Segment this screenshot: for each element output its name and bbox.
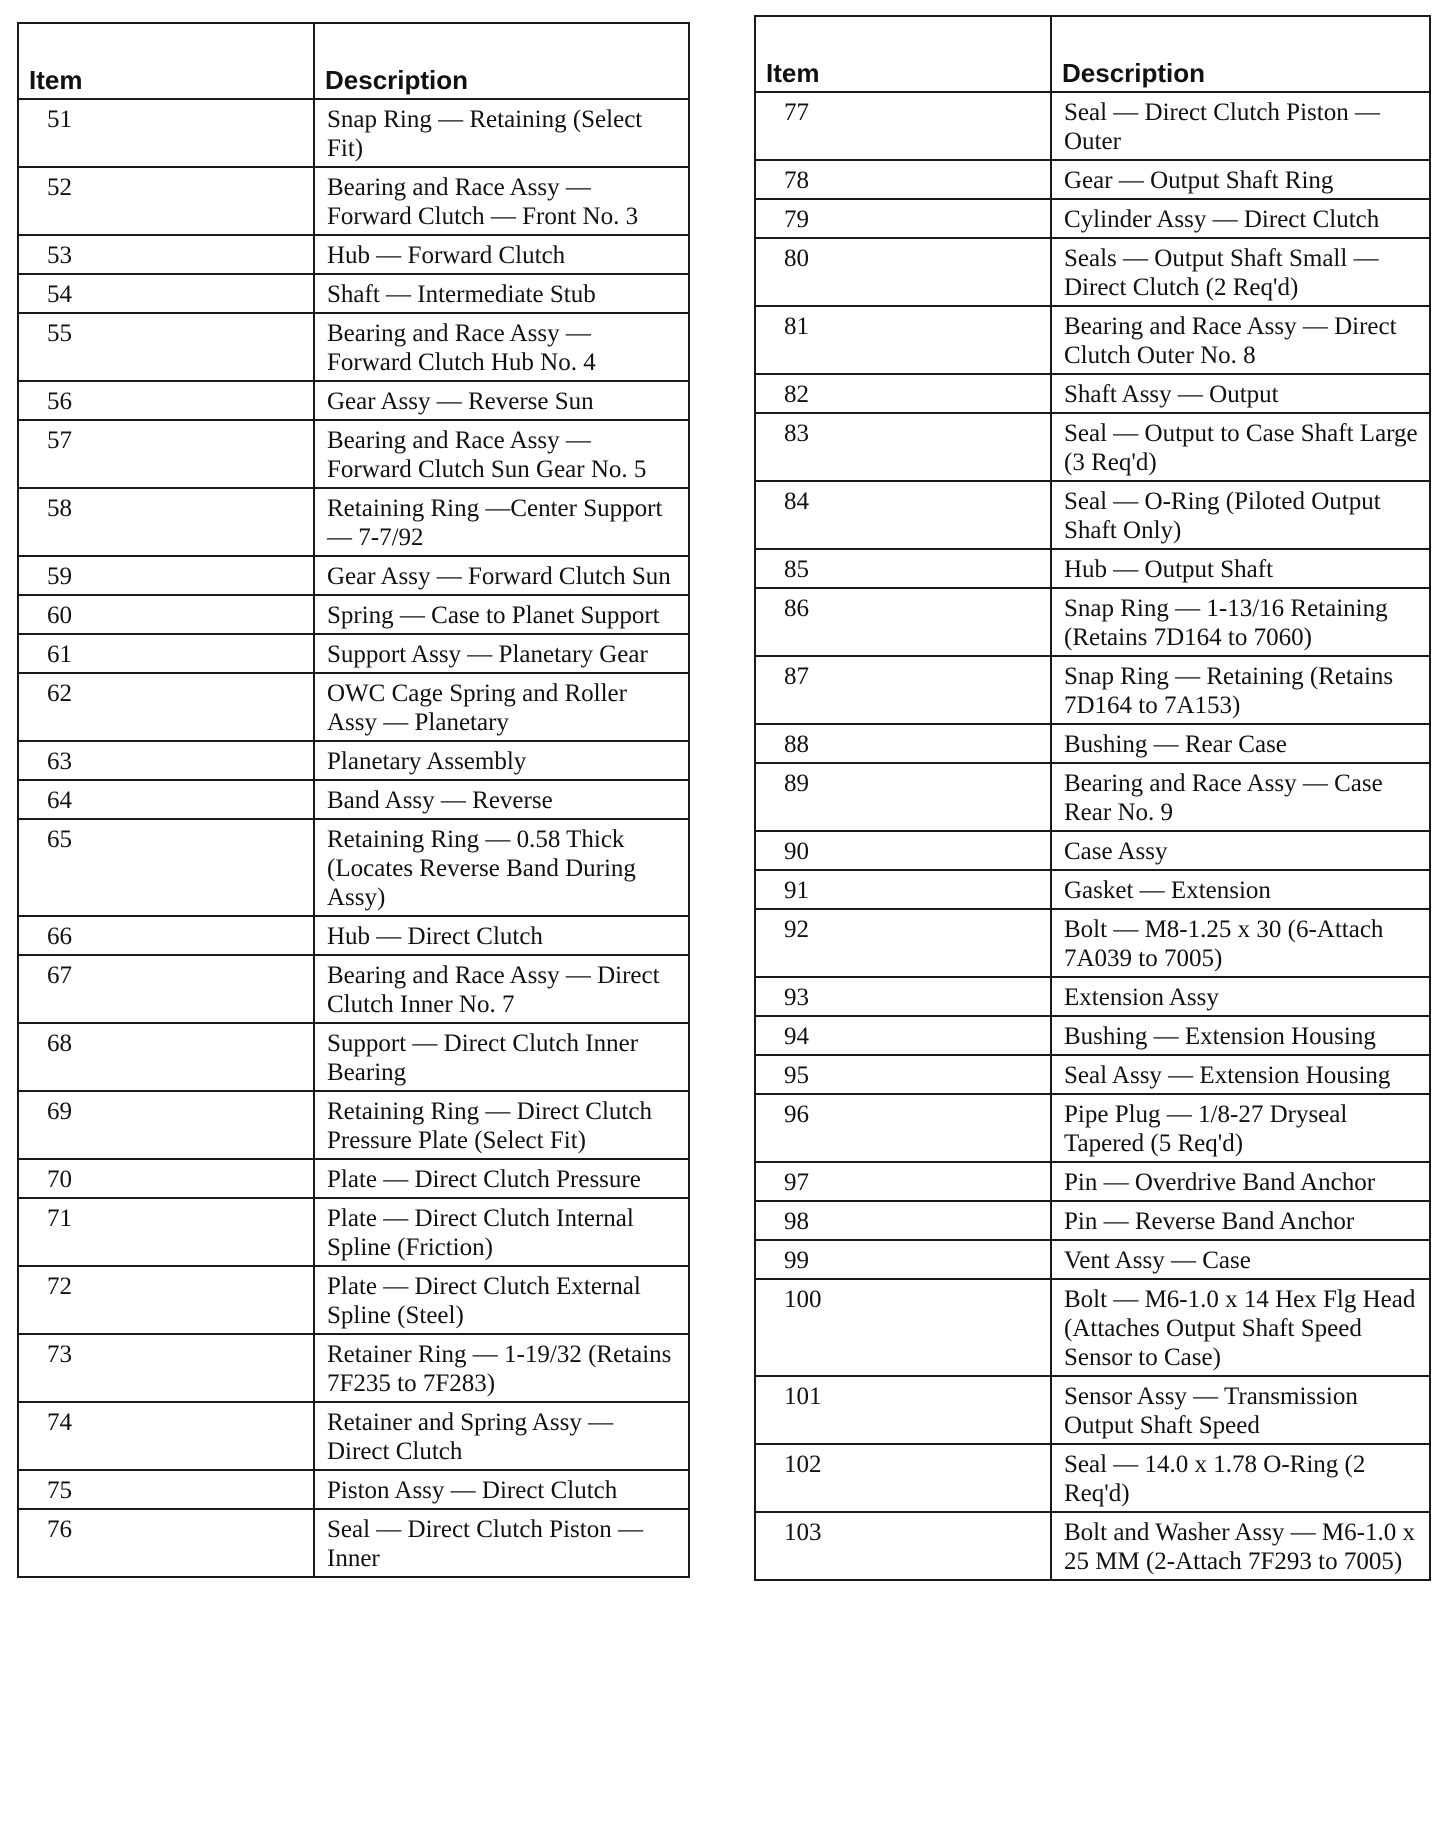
item-column-header: Item: [18, 23, 314, 99]
table-row: [18, 1470, 689, 1509]
table-row: [18, 1509, 689, 1577]
item-description: OWC Cage Spring and Roller Assy — Planetary: [314, 673, 689, 741]
item-description: Seals — Output Shaft Small — Direct Clutch (2 Req'd): [1051, 238, 1430, 306]
item-number: 87: [755, 656, 1051, 724]
item-number: 99: [755, 1240, 1051, 1279]
item-description: Bolt — M8-1.25 x 30 (6-Attach 7A039 to 7005): [1051, 909, 1430, 977]
table-row: [755, 160, 1430, 199]
item-description: Bolt — M6-1.0 x 14 Hex Flg Head (Attaches Output Shaft Speed Sensor to Case): [1051, 1279, 1430, 1376]
table-row: [18, 274, 689, 313]
table-row: [755, 831, 1430, 870]
table-row: [755, 1512, 1430, 1580]
table-row: [755, 588, 1430, 656]
item-description: Extension Assy: [1051, 977, 1430, 1016]
item-description: Seal — Output to Case Shaft Large (3 Req'd): [1051, 413, 1430, 481]
table-row: [755, 1094, 1430, 1162]
table-row: [755, 656, 1430, 724]
table-row: [18, 595, 689, 634]
table-row: [18, 741, 689, 780]
item-number: 81: [755, 306, 1051, 374]
item-description: Bearing and Race Assy — Direct Clutch Inner No. 7: [314, 955, 689, 1023]
item-number: 82: [755, 374, 1051, 413]
item-description: Plate — Direct Clutch Internal Spline (Friction): [314, 1198, 689, 1266]
table-row: [755, 92, 1430, 160]
item-description: Seal — Direct Clutch Piston — Outer: [1051, 92, 1430, 160]
item-description: Snap Ring — 1-13/16 Retaining (Retains 7D164 to 7060): [1051, 588, 1430, 656]
item-description: Pin — Overdrive Band Anchor: [1051, 1162, 1430, 1201]
item-description: Gear — Output Shaft Ring: [1051, 160, 1430, 199]
table-row: [755, 1162, 1430, 1201]
item-number: 55: [18, 313, 314, 381]
table-row: [18, 673, 689, 741]
item-description: Hub — Direct Clutch: [314, 916, 689, 955]
item-description: Gear Assy — Forward Clutch Sun: [314, 556, 689, 595]
table-row: [755, 909, 1430, 977]
item-number: 60: [18, 595, 314, 634]
item-number: 74: [18, 1402, 314, 1470]
table-row: [18, 955, 689, 1023]
item-description: Hub — Forward Clutch: [314, 235, 689, 274]
item-number: 62: [18, 673, 314, 741]
item-number: 97: [755, 1162, 1051, 1201]
item-number: 96: [755, 1094, 1051, 1162]
table-row: [755, 1016, 1430, 1055]
item-description: Spring — Case to Planet Support: [314, 595, 689, 634]
item-description: Support — Direct Clutch Inner Bearing: [314, 1023, 689, 1091]
item-number: 101: [755, 1376, 1051, 1444]
item-number: 83: [755, 413, 1051, 481]
item-number: 88: [755, 724, 1051, 763]
item-description: Plate — Direct Clutch External Spline (Steel): [314, 1266, 689, 1334]
parts-table-left: [17, 22, 690, 1578]
header-row: [18, 23, 689, 99]
item-number: 71: [18, 1198, 314, 1266]
description-column-header: Description: [314, 23, 689, 99]
item-number: 80: [755, 238, 1051, 306]
item-description: Sensor Assy — Transmission Output Shaft Speed: [1051, 1376, 1430, 1444]
table-row: [755, 1376, 1430, 1444]
item-description: Piston Assy — Direct Clutch: [314, 1470, 689, 1509]
item-description: Seal — Direct Clutch Piston — Inner: [314, 1509, 689, 1577]
table-row: [18, 1266, 689, 1334]
item-description: Pipe Plug — 1/8-27 Dryseal Tapered (5 Req'd): [1051, 1094, 1430, 1162]
item-description: Bushing — Extension Housing: [1051, 1016, 1430, 1055]
item-number: 90: [755, 831, 1051, 870]
item-number: 86: [755, 588, 1051, 656]
item-description: Support Assy — Planetary Gear: [314, 634, 689, 673]
item-column-header: Item: [755, 16, 1051, 92]
item-description: Retaining Ring — 0.58 Thick (Locates Reverse Band During Assy): [314, 819, 689, 916]
item-number: 61: [18, 634, 314, 673]
item-number: 78: [755, 160, 1051, 199]
item-description: Plate — Direct Clutch Pressure: [314, 1159, 689, 1198]
table-row: [18, 99, 689, 167]
item-description: Seal — O-Ring (Piloted Output Shaft Only): [1051, 481, 1430, 549]
table-row: [755, 1444, 1430, 1512]
table-row: [755, 1055, 1430, 1094]
item-description: Bearing and Race Assy — Forward Clutch Hub No. 4: [314, 313, 689, 381]
item-number: 66: [18, 916, 314, 955]
table-row: [755, 549, 1430, 588]
table-row: [755, 763, 1430, 831]
item-description: Gasket — Extension: [1051, 870, 1430, 909]
item-number: 84: [755, 481, 1051, 549]
item-number: 63: [18, 741, 314, 780]
item-number: 92: [755, 909, 1051, 977]
table-row: [18, 1159, 689, 1198]
table-row: [18, 1334, 689, 1402]
item-number: 58: [18, 488, 314, 556]
item-number: 59: [18, 556, 314, 595]
table-row: [755, 1240, 1430, 1279]
item-number: 67: [18, 955, 314, 1023]
table-row: [18, 1402, 689, 1470]
table-row: [18, 313, 689, 381]
item-description: Vent Assy — Case: [1051, 1240, 1430, 1279]
item-description: Shaft Assy — Output: [1051, 374, 1430, 413]
item-description: Case Assy: [1051, 831, 1430, 870]
item-description: Gear Assy — Reverse Sun: [314, 381, 689, 420]
table-row: [755, 1279, 1430, 1376]
table-row: [755, 374, 1430, 413]
item-description: Retainer and Spring Assy — Direct Clutch: [314, 1402, 689, 1470]
item-description: Band Assy — Reverse: [314, 780, 689, 819]
item-number: 89: [755, 763, 1051, 831]
item-description: Retainer Ring — 1-19/32 (Retains 7F235 to 7F283): [314, 1334, 689, 1402]
item-description: Bushing — Rear Case: [1051, 724, 1430, 763]
item-number: 100: [755, 1279, 1051, 1376]
item-number: 75: [18, 1470, 314, 1509]
item-number: 95: [755, 1055, 1051, 1094]
table-row: [755, 870, 1430, 909]
table-row: [18, 916, 689, 955]
item-description: Bearing and Race Assy — Case Rear No. 9: [1051, 763, 1430, 831]
table-row: [18, 488, 689, 556]
table-row: [755, 306, 1430, 374]
table-row: [18, 167, 689, 235]
item-number: 85: [755, 549, 1051, 588]
item-number: 91: [755, 870, 1051, 909]
item-number: 79: [755, 199, 1051, 238]
item-description: Bolt and Washer Assy — M6-1.0 x 25 MM (2-Attach 7F293 to 7005): [1051, 1512, 1430, 1580]
item-description: Seal Assy — Extension Housing: [1051, 1055, 1430, 1094]
item-description: Pin — Reverse Band Anchor: [1051, 1201, 1430, 1240]
table-row: [755, 977, 1430, 1016]
table-row: [18, 556, 689, 595]
item-number: 77: [755, 92, 1051, 160]
table-row: [18, 819, 689, 916]
item-number: 51: [18, 99, 314, 167]
item-number: 94: [755, 1016, 1051, 1055]
table-row: [755, 724, 1430, 763]
item-description: Bearing and Race Assy — Direct Clutch Outer No. 8: [1051, 306, 1430, 374]
item-description: Snap Ring — Retaining (Select Fit): [314, 99, 689, 167]
item-number: 76: [18, 1509, 314, 1577]
item-number: 64: [18, 780, 314, 819]
item-number: 65: [18, 819, 314, 916]
item-number: 93: [755, 977, 1051, 1016]
item-number: 54: [18, 274, 314, 313]
parts-table-right: [754, 15, 1431, 1581]
table-row: [18, 420, 689, 488]
item-description: Cylinder Assy — Direct Clutch: [1051, 199, 1430, 238]
item-description: Bearing and Race Assy — Forward Clutch — Front No. 3: [314, 167, 689, 235]
item-number: 68: [18, 1023, 314, 1091]
item-number: 98: [755, 1201, 1051, 1240]
item-description: Seal — 14.0 x 1.78 O-Ring (2 Req'd): [1051, 1444, 1430, 1512]
table-row: [18, 1023, 689, 1091]
table-row: [755, 1201, 1430, 1240]
table-row: [755, 413, 1430, 481]
item-description: Retaining Ring — Direct Clutch Pressure Plate (Select Fit): [314, 1091, 689, 1159]
table-row: [755, 199, 1430, 238]
item-number: 70: [18, 1159, 314, 1198]
table-row: [18, 634, 689, 673]
table-row: [755, 481, 1430, 549]
item-number: 102: [755, 1444, 1051, 1512]
item-description: Retaining Ring —Center Support — 7-7/92: [314, 488, 689, 556]
item-number: 103: [755, 1512, 1051, 1580]
item-description: Bearing and Race Assy — Forward Clutch Sun Gear No. 5: [314, 420, 689, 488]
item-description: Hub — Output Shaft: [1051, 549, 1430, 588]
table-row: [755, 238, 1430, 306]
table-row: [18, 1091, 689, 1159]
table-row: [18, 235, 689, 274]
item-number: 56: [18, 381, 314, 420]
item-description: Shaft — Intermediate Stub: [314, 274, 689, 313]
table-row: [18, 381, 689, 420]
item-number: 57: [18, 420, 314, 488]
table-row: [18, 1198, 689, 1266]
description-column-header: Description: [1051, 16, 1430, 92]
header-row: [755, 16, 1430, 92]
item-number: 69: [18, 1091, 314, 1159]
item-number: 53: [18, 235, 314, 274]
item-number: 73: [18, 1334, 314, 1402]
table-row: [18, 780, 689, 819]
item-description: Snap Ring — Retaining (Retains 7D164 to 7A153): [1051, 656, 1430, 724]
item-number: 72: [18, 1266, 314, 1334]
item-number: 52: [18, 167, 314, 235]
item-description: Planetary Assembly: [314, 741, 689, 780]
